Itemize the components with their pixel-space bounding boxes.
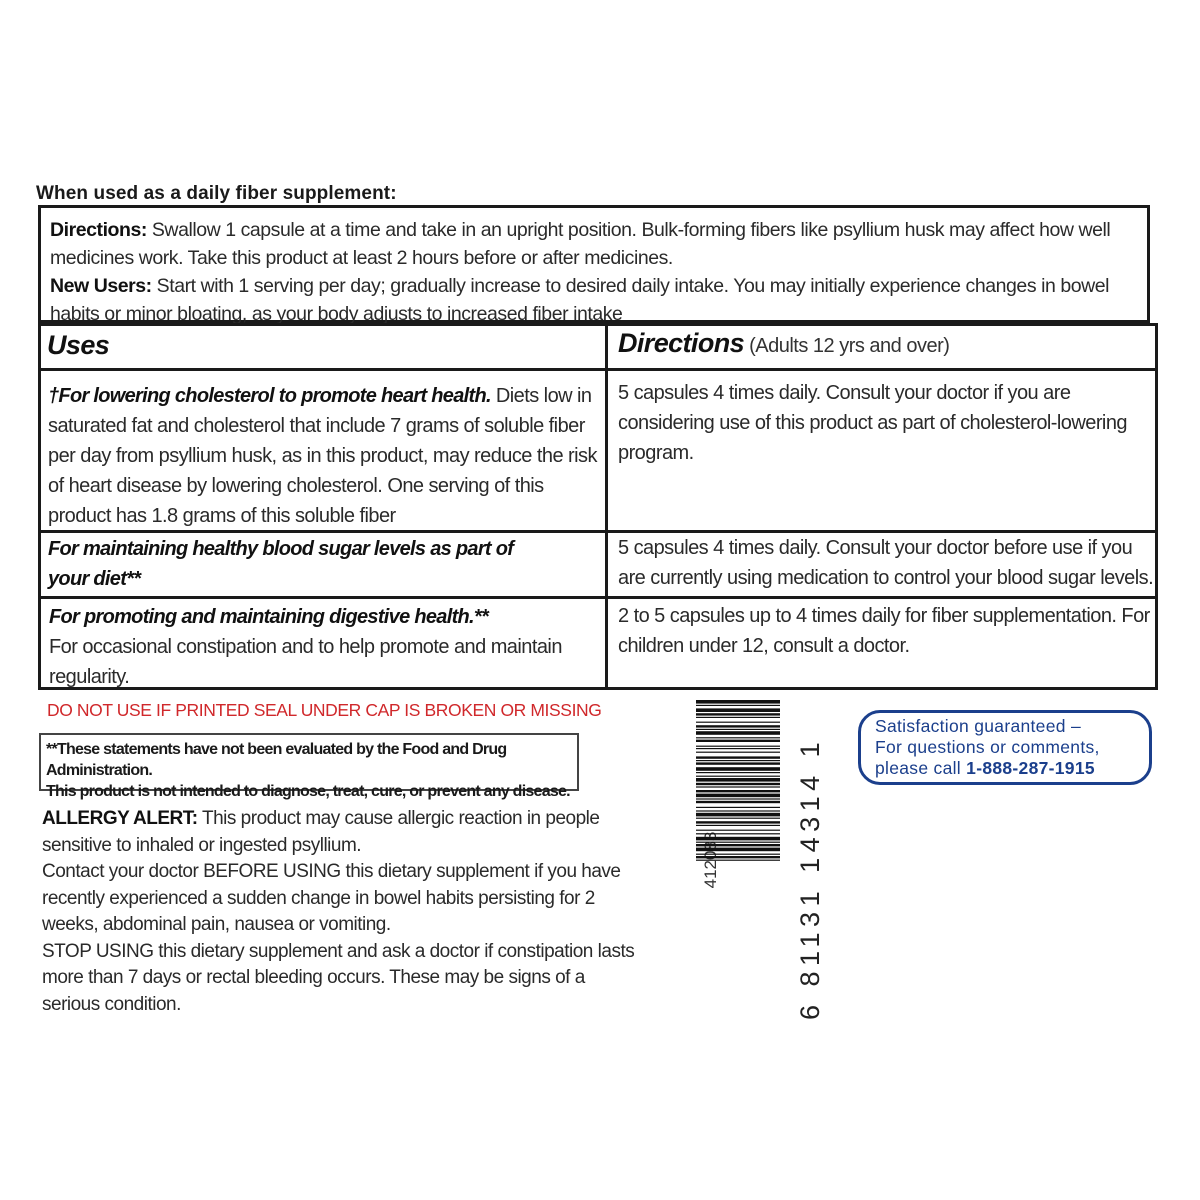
barcode-bar	[696, 776, 780, 777]
barcode-bar	[696, 837, 780, 841]
new-users-label: New Users:	[50, 275, 152, 297]
barcode-bar	[696, 760, 780, 761]
barcode-bar	[696, 794, 780, 798]
barcode-bar	[696, 729, 780, 730]
new-users-text: Start with 1 serving per day; gradually increase to desired daily intake. You may initially experience changes in bowel habits or minor bloating, as your body adjusts to increased fiber intake	[50, 275, 1110, 325]
fda-disclaimer-box	[39, 733, 579, 800]
barcode-bar	[696, 762, 780, 764]
allergy-alert	[42, 806, 642, 1018]
barcode-bar	[696, 848, 780, 852]
barcode-bar	[696, 767, 780, 771]
fda-disclaimer-line: **These statements have not been evaluated by the Food and Drug Administration.	[46, 741, 507, 779]
barcode-bar	[696, 842, 780, 843]
barcode-bar	[696, 810, 780, 811]
barcode-bar	[696, 746, 780, 747]
uses-header-text: Uses	[47, 330, 110, 360]
barcode-bar	[696, 700, 780, 704]
uses-header	[47, 330, 597, 360]
directions-header-sub: (Adults 12 yrs and over)	[744, 335, 950, 357]
barcode-bar	[696, 854, 780, 855]
barcode-bar	[696, 725, 780, 727]
table-row-direction: 5 capsules 4 times daily. Consult your doctor if you are considering use of this product as part of cholesterol-lowering program.	[618, 382, 1127, 464]
barcode-bar	[696, 717, 780, 718]
barcode-bar	[696, 752, 780, 753]
barcode-bar	[696, 713, 780, 715]
barcode-bar	[696, 818, 780, 819]
allergy-label: ALLERGY ALERT:	[42, 808, 198, 829]
use-title: For maintaining healthy blood sugar levels as part of your diet**	[48, 538, 514, 590]
barcode-digits: 6 81131 14314 1	[795, 736, 825, 1020]
barcode-bar	[696, 786, 780, 787]
allergy-contact: Contact your doctor BEFORE USING this dietary supplement if you have recently experienced a sudden change in bowel habits persisting for 2 weeks, abdominal pain, nausea or vomiting.	[42, 861, 621, 935]
barcode-bar	[696, 705, 780, 706]
barcode-bar	[696, 833, 780, 834]
barcode-bar	[696, 830, 780, 831]
upc-barcode	[696, 700, 780, 1000]
barcode-bar	[696, 737, 780, 738]
barcode-bar	[696, 790, 780, 792]
badge-line	[875, 758, 1149, 779]
use-title: For promoting and maintaining digestive health.**	[49, 606, 489, 628]
allergy-stop: STOP USING this dietary supplement and ask a doctor if constipation lasts more than 7 days or rectal bleeding occurs. These may be signs of a serious condition.	[42, 940, 635, 1015]
barcode-bar	[696, 748, 780, 749]
table-divider	[41, 368, 1155, 371]
barcode-bar	[696, 821, 780, 823]
table-row	[48, 534, 528, 594]
use-text: For occasional constipation and to help promote and maintain regularity.	[49, 636, 562, 688]
phone-number: 1-888-287-1915	[966, 758, 1095, 778]
barcode-bar	[696, 708, 780, 712]
barcode-bar	[696, 813, 780, 817]
barcode-bar	[696, 731, 780, 735]
use-text: Diets low in saturated fat and cholesterol that include 7 grams of soluble fiber per day from psyllium husk, as in this product, may reduce the risk of heart disease by lowering cholesterol. One serving of this product has 1.8 grams of this soluble fiber	[48, 385, 597, 527]
barcode-bar	[696, 807, 780, 808]
directions-header	[618, 328, 1148, 361]
directions-box	[38, 205, 1150, 323]
barcode-bar	[696, 722, 780, 723]
section-heading: When used as a daily fiber supplement:	[36, 183, 397, 204]
table-divider-vertical	[605, 326, 608, 687]
directions-label: Directions:	[50, 219, 147, 241]
barcode-bar	[696, 778, 780, 782]
barcode-bar	[696, 856, 780, 858]
badge-line: Satisfaction guaranteed –	[875, 716, 1081, 736]
use-title: †For lowering cholesterol to promote heart health.	[48, 385, 491, 407]
table-row-direction: 2 to 5 capsules up to 4 times daily for fiber supplementation. For children under 12, consult a doctor.	[618, 605, 1150, 657]
barcode-bar	[696, 798, 780, 799]
barcode-bar	[696, 783, 780, 785]
fda-disclaimer-line: This product is not intended to diagnose, treat, cure, or prevent any disease.	[46, 783, 570, 800]
satisfaction-badge	[858, 710, 1152, 785]
barcode-bar	[696, 844, 780, 846]
barcode-bar	[696, 772, 780, 773]
directions-text: Swallow 1 capsule at a time and take in an upright position. Bulk-forming fibers like psyllium husk may affect how well medicines work. Take this product at least 2 hours before or after medicines.	[50, 219, 1111, 269]
badge-prefix: please call	[875, 758, 967, 778]
seal-warning: DO NOT USE IF PRINTED SEAL UNDER CAP IS BROKEN OR MISSING	[47, 700, 602, 720]
table-row	[48, 381, 601, 531]
table-row	[49, 602, 599, 692]
table-divider	[41, 596, 1155, 599]
barcode-bar	[696, 740, 780, 742]
uses-directions-table	[38, 323, 1158, 690]
barcode-bar	[696, 825, 780, 826]
directions-header-text: Directions	[618, 328, 745, 358]
barcode-bar	[696, 860, 780, 861]
table-row-direction: 5 capsules 4 times daily. Consult your doctor before use if you are currently using medication to control your blood sugar levels.	[618, 537, 1154, 589]
badge-line: For questions or comments,	[875, 737, 1100, 757]
barcode-bar	[696, 756, 780, 758]
allergy-text: This product may cause allergic reaction in people sensitive to inhaled or ingested psyllium.	[42, 808, 600, 856]
barcode-bar	[696, 801, 780, 803]
